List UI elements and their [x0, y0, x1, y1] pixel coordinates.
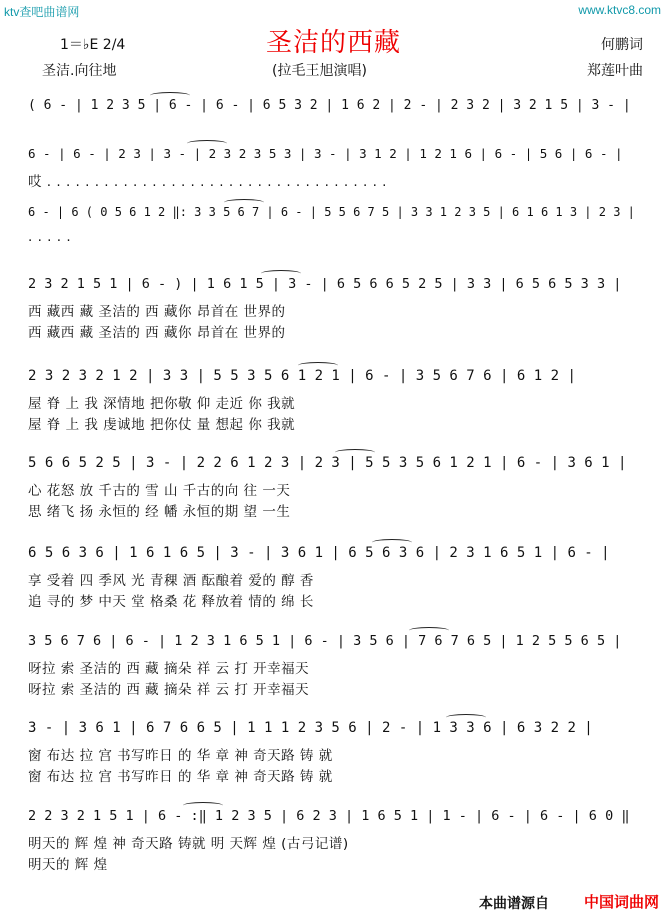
lyric-line: 哎 . . . . . . . . . . . . . . . . . . . . . . . . . . . . . . . . . . . .	[28, 174, 387, 190]
slur-mark	[298, 362, 338, 369]
performer: (拉毛王旭演唱)	[272, 63, 367, 79]
watermark-right: www.ktvc8.com	[578, 3, 661, 17]
slur-mark	[446, 714, 486, 721]
score-notes-line: 6 - | 6 - | 2 3 | 3 - | 2 3 2 3 5 3 | 3 - | 3 1 2 | 1 2 1 6 | 6 - | 5 6 | 6 - |	[28, 146, 623, 161]
lyric-line: . . . . .	[28, 229, 72, 245]
score-notes-line: 2 3 2 1 5 1 | 6 - ) | 1 6 1 5 | 3 - | 6 5 6 6 5 2 5 | 3 3 | 6 5 6 5 3 3 |	[28, 276, 622, 292]
lyric-line: 西 藏西 藏 圣洁的 西 藏你 昂首在 世界的	[28, 325, 286, 341]
lyric-line: 明天的 辉 煌	[28, 857, 108, 873]
slur-mark	[224, 199, 264, 206]
score-notes-line: 2 2 3 2 1 5 1 | 6 - :‖ 1 2 3 5 | 6 2 3 | 1 6 5 1 | 1 - | 6 - | 6 - | 6 0 ‖	[28, 808, 630, 824]
score-notes-line: 6 - | 6 ( 0 5 6 1 2 ‖: 3 3 5 6 7 | 6 - | 5 5 6 7 5 | 3 3 1 2 3 5 | 6 1 6 1 3 | 2 3 |	[28, 205, 635, 219]
lyric-line: 呀拉 索 圣洁的 西 藏 摘朵 祥 云 打 开幸福天	[28, 682, 310, 698]
score-notes-line: 3 - | 3 6 1 | 6 7 6 6 5 | 1 1 1 2 3 5 6 | 2 - | 1 3 3 6 | 6 3 2 2 |	[28, 720, 593, 736]
lyric-line: 追 寻的 梦 中天 堂 格桑 花 释放着 情的 绵 长	[28, 594, 314, 610]
lyric-line: 屋 脊 上 我 虔诚地 把你仗 量 想起 你 我就	[28, 417, 296, 433]
score-notes-line: 6 5 6 3 6 | 1 6 1 6 5 | 3 - | 3 6 1 | 6 5 6 3 6 | 2 3 1 6 5 1 | 6 - |	[28, 545, 610, 561]
slur-mark	[183, 802, 223, 809]
score-notes-line: 5 6 6 5 2 5 | 3 - | 2 2 6 1 2 3 | 2 3 | 5 5 3 5 6 1 2 1 | 6 - | 3 6 1 |	[28, 455, 627, 471]
key-signature: 1＝♭E 2/4	[60, 37, 126, 53]
lyric-line: 心 花怒 放 千古的 雪 山 千古的向 往 一天	[28, 483, 291, 499]
lyric-line: 屋 脊 上 我 深情地 把你敬 仰 走近 你 我就	[28, 396, 296, 412]
slur-mark	[187, 140, 227, 147]
lyric-line: 西 藏西 藏 圣洁的 西 藏你 昂首在 世界的	[28, 304, 286, 320]
slur-mark	[150, 92, 190, 99]
watermark-left: ktv查吧曲谱网	[4, 5, 80, 19]
lyric-line: 明天的 辉 煌 神 奇天路 铸就 明 天辉 煌 (古弓记谱)	[28, 836, 349, 852]
lyric-line: 思 绪飞 扬 永恒的 经 幡 永恒的期 望 一生	[28, 504, 291, 520]
lyric-line: 窗 布达 拉 宫 书写昨日 的 华 章 神 奇天路 铸 就	[28, 748, 333, 764]
lyric-line: 窗 布达 拉 宫 书写昨日 的 华 章 神 奇天路 铸 就	[28, 769, 333, 785]
slur-mark	[261, 270, 301, 277]
lyric-line: 呀拉 索 圣洁的 西 藏 摘朵 祥 云 打 开幸福天	[28, 661, 310, 677]
song-title: 圣洁的西藏	[265, 28, 401, 58]
source-site: 中国词曲网	[583, 893, 659, 911]
lyric-line: 享 受着 四 季风 光 青稞 酒 酝酿着 爱的 醇 香	[28, 573, 314, 589]
score-notes-line: ( 6 - | 1 2 3 5 | 6 - | 6 - | 6 5 3 2 | 1 6 2 | 2 - | 2 3 2 | 3 2 1 5 | 3 - |	[28, 98, 631, 113]
composer: 郑莲叶曲	[587, 63, 643, 79]
score-notes-line: 2 3 2 3 2 1 2 | 3 3 | 5 5 3 5 6 1 2 1 | 6 - | 3 5 6 7 6 | 6 1 2 |	[28, 368, 576, 384]
slur-mark	[335, 449, 375, 456]
slur-mark	[372, 539, 412, 546]
score-notes-line: 3 5 6 7 6 | 6 - | 1 2 3 1 6 5 1 | 6 - | 3 5 6 | 7 6 7 6 5 | 1 2 5 5 6 5 |	[28, 633, 622, 649]
source-label: 本曲谱源自	[479, 896, 549, 912]
lyricist: 何鹏词	[601, 37, 643, 53]
tempo-marking: 圣洁.向往地	[42, 63, 117, 79]
slur-mark	[409, 627, 449, 634]
